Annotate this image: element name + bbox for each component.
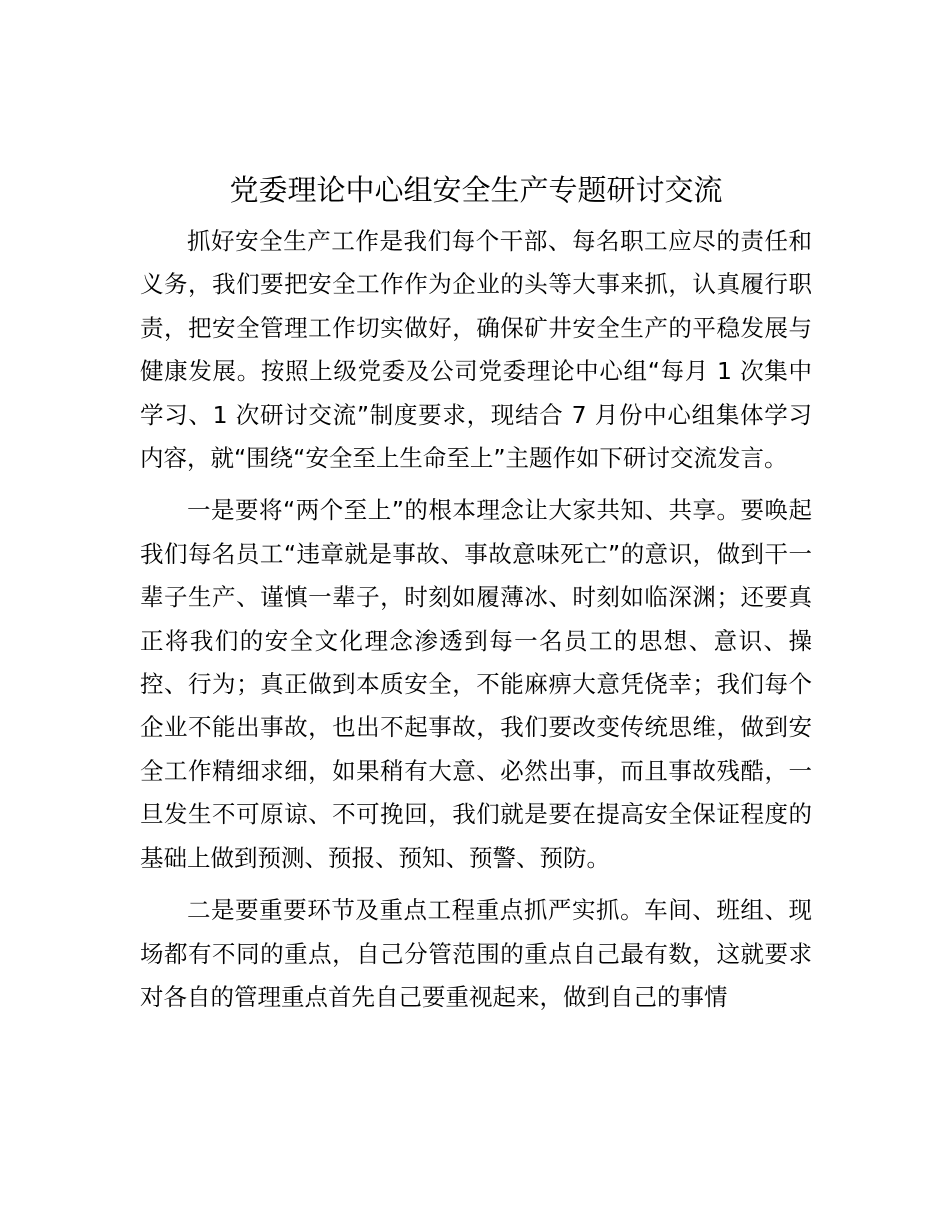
paragraph-point-two: 二是要重要环节及重点工程重点抓严实抓。车间、班组、现场都有不同的重点，自己分管范围的重点自己最有数，这就要求对各自的管理重点首先自己要重视起来，做到自己的事情 — [140, 896, 812, 1011]
document-body — [140, 220, 812, 1019]
paragraph-point-one: 一是要将“两个至上”的根本理念让大家共知、共享。要唤起我们每名员工“违章就是事故、事故意味死亡”的意识，做到干一辈子生产、谨慎一辈子，时刻如履薄冰、时刻如临深渊；还要真正将我们的安全文化理念渗透到每一名员工的思想、意识、操控、行为；真正做到本质安全，不能麻痹大意凭侥幸；我们每个企业不能出事故，也出不起事故，我们要改变传统思维，做到安全工作精细求细，如果稍有大意、必然出事，而且事故残酷，一旦发生不可原谅、不可挽回，我们就是要在提高安全保证程度的基础上做到预测、预报、预知、预警、预防。 — [140, 496, 812, 872]
paragraph-intro: 抓好安全生产工作是我们每个干部、每名职工应尽的责任和义务，我们要把安全工作作为企业的头等大事来抓，认真履行职责，把安全管理工作切实做好，确保矿井安全生产的平稳发展与健康发展。按照上级党委及公司党委理论中心组“每月 1 次集中学习、1 次研讨交流”制度要求，现结合 7 月份中心组集体学习内容，就“围绕“安全至上生命至上”主题作如下研讨交流发言。 — [140, 227, 812, 473]
document-title: 党委理论中心组安全生产专题研讨交流 — [229, 173, 723, 207]
